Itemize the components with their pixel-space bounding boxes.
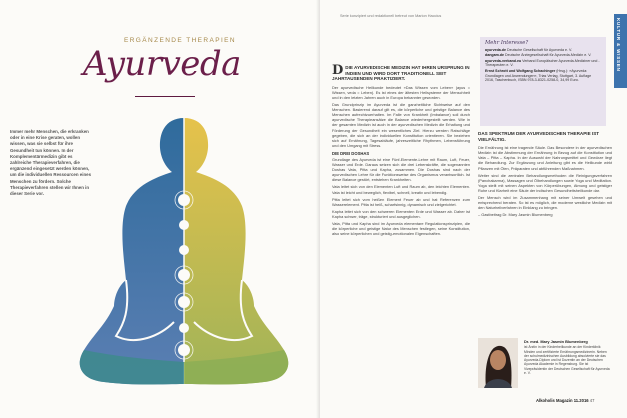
section-tab <box>614 14 627 88</box>
author-photo <box>478 338 518 388</box>
author-bio: Dr. med. Mary Jasmin Blumenberg ist Ärztin in der Kinderheilkunde an der Kinderklinik Minden und zertifizierte Ernährungsmedizinerin. Neben der schulmedizinischen Ausbildung absolvierte sie das Ayurveda-Diplom und ist Dozentin an der Deutschen Ayurveda Akademie in Regensburg. Sie ist Vizepräsidentin der Deutschen Gesellschaft für Ayurveda e. V. <box>524 340 612 375</box>
figure-right-half <box>184 118 288 385</box>
section-kicker: ERGÄNZENDE THERAPIEN <box>123 37 237 44</box>
series-note: Serie konzipiert und redaktionell betreut von Marion Haccius <box>340 14 442 18</box>
figure-left-half <box>80 118 184 385</box>
info-item: ayurveda.de Deutsche Gesellschaft für Ayurveda e. V. <box>485 47 573 52</box>
signoff: – Gastbeitrag Dr. Mary Jasmin Blumenberg <box>478 212 553 218</box>
paragraph: Vata leitet sich von den Elementen Luft und Raum ab, den leichten Elementen. Vata ist leicht und beweglich, flexibel, schnell, kreativ und lebendig. <box>332 184 470 195</box>
paragraph: Der ayurvedische Heilkunde bedeutet »Das Wissen vom Leben« (ayus = Wissen, veda = Leben). Es ist eines der ältesten Heilsysteme der Menschheit und in den letzten Jahren auch in Europa bekannter geworden. <box>332 84 470 100</box>
author-box <box>478 338 612 394</box>
text-column-1 <box>332 65 470 238</box>
text-column-2 <box>478 131 612 219</box>
section-tab-label: KULTUR & WISSEN <box>616 18 621 72</box>
paragraph: Der Mensch wird im Zusammenhang mit seiner Umwelt gesehen und entsprechend beraten. So ist es möglich, die moderne westliche Medizin mit den Naturheilverfahren in Einklang zu bringen. <box>478 195 612 211</box>
paragraph: Vata, Pitta und Kapha sind im Ayurveda elementare Regulationsprinzipien, die die körperliche und geistige Natur des Menschen festlegen, seine Konstitution, also seine körperlichen und geistig-emotionalen Eigenschaften. <box>332 221 470 237</box>
drop-cap: D <box>332 63 344 78</box>
info-box <box>480 37 606 126</box>
title-rule <box>135 96 195 97</box>
meditation-illustration <box>64 110 304 410</box>
paragraph: Die Ernährung ist eine tragende Säule. Das Besondere in der ayurvedischen Medizin ist die Abstimmung der Ernährung in Bezug auf die Konstitution und Vata – Pitta – Kapha. In der Auswahl der Nahrungsmittel und Gewürze liegt die Behandlung. Zur Ergänzung und Anleitung gibt es die Heilkunde wirkt Pflanzen mit Ölen, Präparaten und abführenden Maßnahmen. <box>478 145 612 171</box>
paragraph: Das Grundprinzip im Ayurveda ist die ganzheitliche Sichtweise auf den Menschen. Basierend darauf gilt es, die körperliche und geistige Balance des Menschen aufrechtzuerhalten. Im Falle von Krankheit (Imbalance) soll durch ayurvedische Therapieansätze die Balance wiederhergestellt werden. Wie in der gesamten Medizin ist auch in der ayurvedischen Medizin die Erhaltung und Förderung der Gesundheit ein wesentliches Ziel. Hierzu werden Ratschläge gegeben, die sich an der individuellen Konstitution orientieren. Sie beziehen sich auf Ernährung, Tagesabläufe, jahreszeitliche Rhythmen, Lebensführung und den Umgang mit Stress. <box>332 102 470 148</box>
paragraph: Weiter sind die zentralen Behandlungsmethoden die Reinigungsverfahren (Panchakarma), Massagen und Ölbehandlungen sowie Yoga und Meditation. Yoga stellt mit seinen Aspekten von Körperübungen, Atmung und geistiger Ruhe und Klarheit eine Säule der indischen Gesundheitsheilkunde dar. <box>478 172 612 193</box>
doshas-heading: DIE DREI DOSHAS <box>332 150 370 156</box>
author-name: Dr. med. Mary Jasmin Blumenberg <box>524 339 588 344</box>
page-footer <box>536 398 594 403</box>
paragraph: Pitta leitet sich vom heißen Element Feuer ab und hat Referenzen zum Wasserelement. Pitta ist heiß, scharfsinnig, dynamisch und zielgerichtet. <box>332 196 470 207</box>
info-link[interactable]: ayurveda-verband.eu <box>485 58 522 63</box>
intro-heading: DDIE AYURVEDISCHE MEDIZIN HAT IHREN URSPRUNG IN INDIEN UND WIRD DORT TRADITIONELL SEIT JAHRTAUSENDEN PRAKTIZIERT. <box>332 63 470 82</box>
spectrum-heading: DAS SPEKTRUM DER AYURVEDISCHEN THERAPIE IST VIELFÄLTIG. <box>478 131 600 142</box>
info-item: ayurveda-verband.eu Verband Europäischer Ayurveda-Mediziner und -Therapeuten e. V. <box>485 58 600 68</box>
info-item: dangam.de Deutsche Ärztegesellschaft für Ayurveda-Medizin e. V. <box>485 53 592 58</box>
magazine-name: Alkoholis Magazin 11.2016 <box>536 398 589 403</box>
lead-paragraph: Immer mehr Menschen, die erkranken oder in eine Krise geraten, wollen wissen, was sie selbst für ihre Gesundheit tun können. In der Komplementärmedizin gibt es zahlreiche Therapieverfahren, die ergänzend eingesetzt werden können, um die individuellen Ressourcen eines Menschen zu fördern. Solche Therapieverfahren stellen wir Ihnen in dieser Serie vor. <box>10 129 92 197</box>
page-number: 47 <box>589 398 595 403</box>
paragraph: Kapha leitet sich von den schweren Elementen Erde und Wasser ab. Daher ist Kapha schwer, träge, strukturiert und ausgeglichen. <box>332 208 470 219</box>
info-link[interactable]: ayurveda.de <box>485 47 506 52</box>
article-title: Ayurveda <box>83 44 241 84</box>
paragraph: Grundlage des Ayurveda ist eine Fünf-Elemente-Lehre mit Raum, Luft, Feuer, Wasser und Erde. Daraus setzen sich die drei Lebenskräfte, die sogenannten Doshas Vata, Pitta und Kapha, zusammen. Die Doshas sind nach der ayurvedischen Lehre für die Funktionsweise des Organismus verantwortlich. Ist diese Balance gestört, entstehen Krankheiten. <box>332 157 470 183</box>
info-link[interactable]: dangam.de <box>485 53 504 58</box>
info-item: Ernst Schrott und Wolfgang Schachinger (Hrsg.): »Ayurveda: Grundlagen und Anwendungen«, Trias Verlag, Stuttgart, 3. Auflage 2016, Taschenbuch, ISBN 978-3-8321-0258-0, 34,99 Euro. <box>485 68 592 83</box>
info-box-header: Mehr Interesse? <box>485 40 529 46</box>
